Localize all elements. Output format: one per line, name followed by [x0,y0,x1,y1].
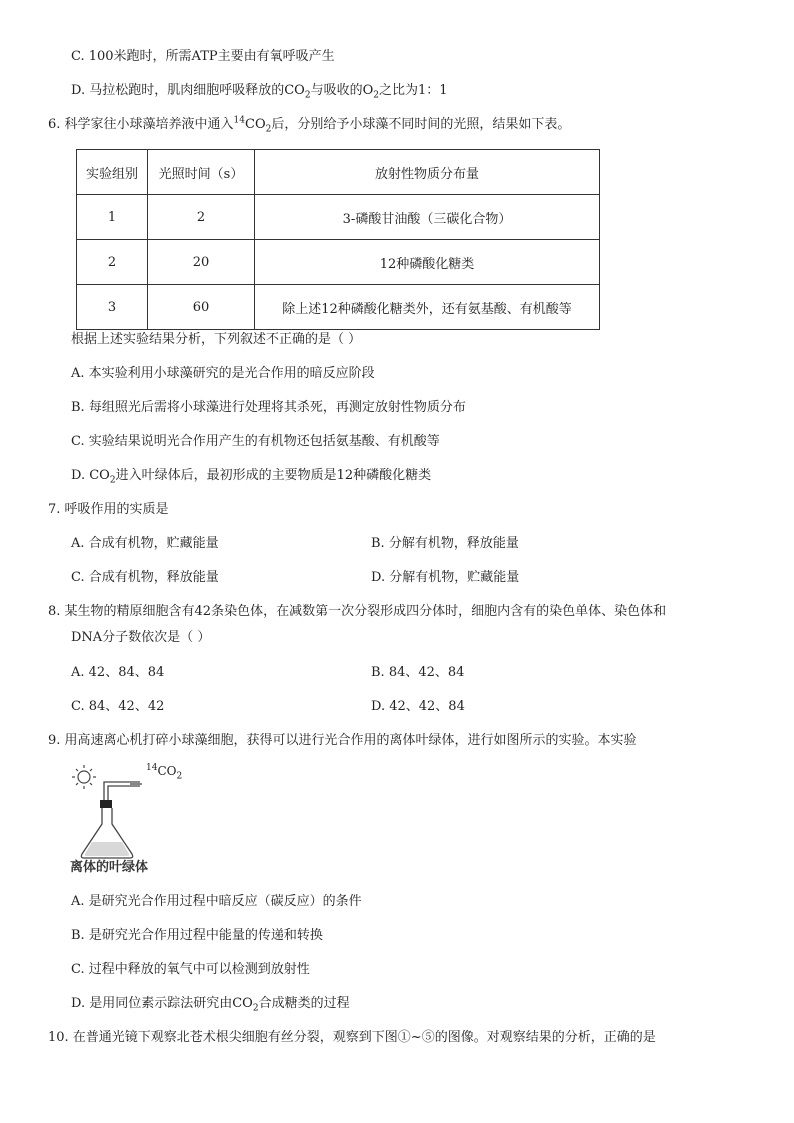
table-cell: 2 [77,240,148,285]
q8-option-c: C. 84、42、42 [71,699,165,714]
table-header: 实验组别 [77,150,148,195]
table-header: 放射性物质分布量 [255,150,600,195]
q10-stem: 10. 在普通光镜下观察北苍术根尖细胞有丝分裂，观察到下图①~⑤的图像。对观察结果的分析，正确的是 [48,1030,656,1045]
q6-option-a: A. 本实验利用小球藻研究的是光合作用的暗反应阶段 [71,366,375,381]
table-cell: 除上述12种磷酸化糖类外，还有氨基酸、有机酸等 [255,285,600,330]
experiment-table [76,149,600,330]
table-cell: 20 [148,240,255,285]
q9-option-d: D. 是用同位素示踪法研究由$CO_2$合成糖类的过程 [71,996,350,1014]
table-cell: 1 [77,195,148,240]
figure-caption: 离体的叶绿体 [70,860,149,875]
table-cell: 3 [77,285,148,330]
q8-option-a: A. 42、84、84 [71,665,165,680]
q7-option-a: A. 合成有机物，贮藏能量 [71,536,219,551]
q6-option-d: D. $CO_2$进入叶绿体后，最初形成的主要物质是12种磷酸化糖类 [71,468,432,486]
q9-stem: 9. 用高速离心机打碎小球藻细胞，获得可以进行光合作用的离体叶绿体，进行如图所示的实验。本实验 [48,733,637,748]
table-cell: 12种磷酸化糖类 [255,240,600,285]
q6-option-b: B. 每组照光后需将小球藻进行处理将其杀死，再测定放射性物质分布 [71,400,466,415]
q8-option-d: D. 42、42、84 [371,699,465,714]
table-cell: 3-磷酸甘油酸（三碳化合物） [255,195,600,240]
q9-option-c: C. 过程中释放的氧气中可以检测到放射性 [71,962,310,977]
q7-option-b: B. 分解有机物，释放能量 [371,536,519,551]
flask-icon [81,808,132,858]
table-cell: 2 [148,195,255,240]
q8-stem-line2: DNA分子数依次是（ ） [71,630,211,645]
q5-option-c: C. 100米跑时，所需ATP主要由有氧呼吸产生 [71,49,335,64]
q8-stem-line1: 8. 某生物的精原细胞含有42条染色体，在减数第一次分裂形成四分体时，细胞内含有的染色单体、染色体和 [48,604,667,619]
q9-option-a: A. 是研究光合作用过程中暗反应（碳反应）的条件 [71,894,362,909]
co2-label: $^{14}CO_2$ [146,763,183,782]
table-row [77,240,600,285]
q7-option-d: D. 分解有机物，贮藏能量 [371,570,520,585]
q7-option-c: C. 合成有机物，释放能量 [71,570,219,585]
q7-stem: 7. 呼吸作用的实质是 [48,502,169,517]
table-header: 光照时间（s） [148,150,255,195]
table-cell: 60 [148,285,255,330]
q6-stem: 6. 科学家往小球藻培养液中通入$^{14}CO_2$后，分别给予小球藻不同时间的光照，结果如下表。 [48,115,571,135]
sun-icon [72,765,96,789]
stopper-icon [100,800,112,808]
table-header-row [77,150,600,195]
table-row [77,195,600,240]
q6-question: 根据上述实验结果分析，下列叙述不正确的是（ ） [71,332,362,347]
q9-option-b: B. 是研究光合作用过程中能量的传递和转换 [71,928,323,943]
q6-option-c: C. 实验结果说明光合作用产生的有机物还包括氨基酸、有机酸等 [71,434,440,449]
q8-option-b: B. 84、42、84 [371,665,465,680]
table-row [77,285,600,330]
q5-option-d: D. 马拉松跑时，肌肉细胞呼吸释放的$CO_2$与吸收的$O_2$之比为1：1 [71,83,448,101]
